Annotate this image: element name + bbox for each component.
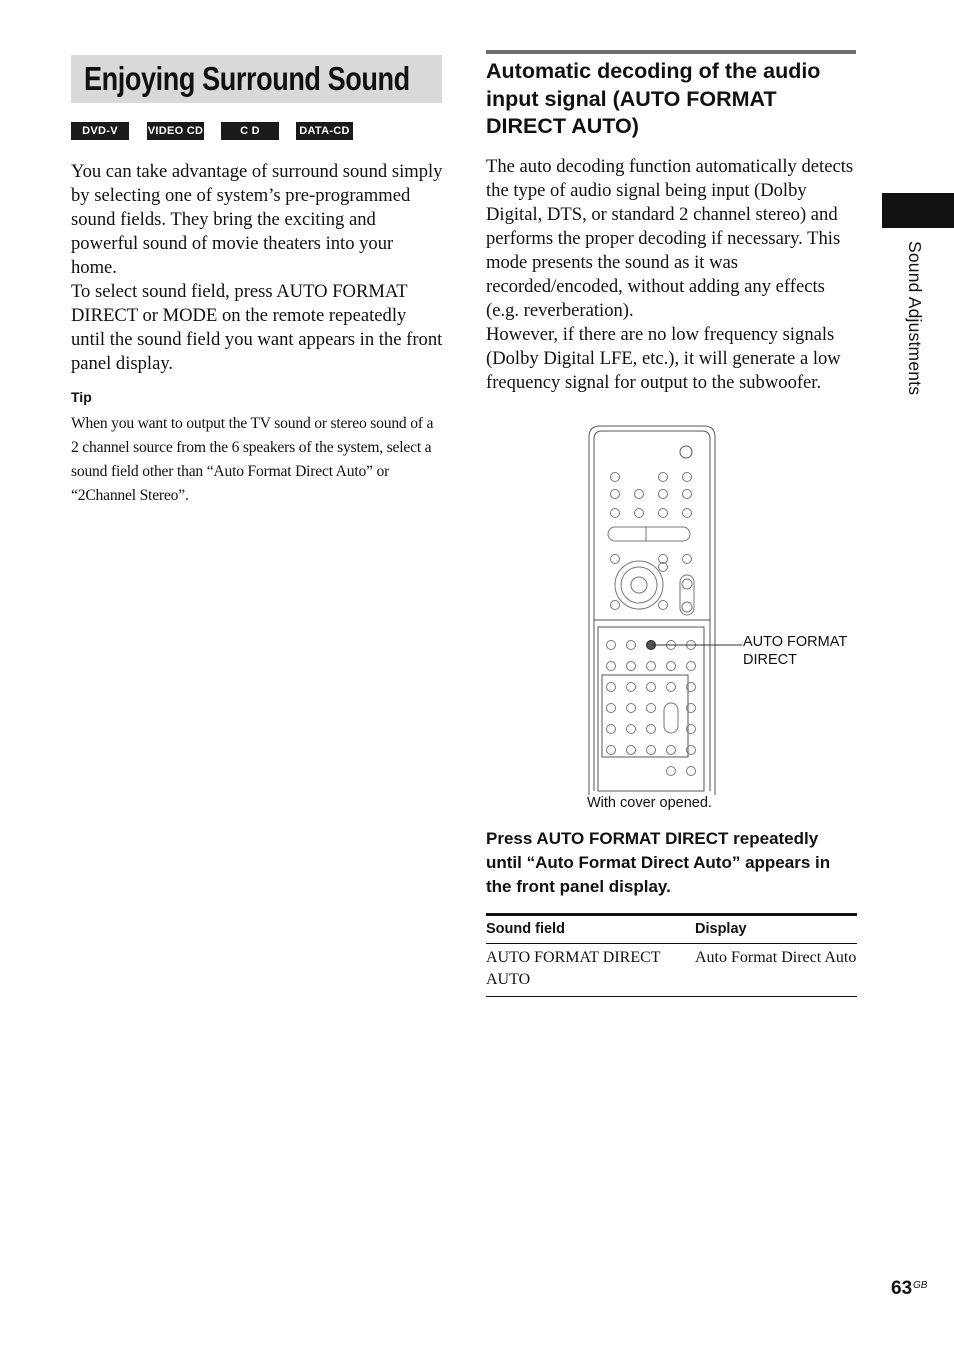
- page-number: 63: [891, 1278, 913, 1299]
- table-bottom-rule: [486, 996, 857, 997]
- section-title: Enjoying Surround Sound: [84, 60, 410, 97]
- remote-control-illustration: [586, 423, 718, 798]
- subsection-heading: Automatic decoding of the audio input signal (AUTO FORMAT DIRECT AUTO): [486, 59, 821, 138]
- badge-cd: C D: [221, 122, 279, 140]
- tip-label: Tip: [71, 389, 92, 405]
- cell-display: Auto Format Direct Auto: [695, 949, 857, 966]
- table-header-row: [486, 916, 857, 943]
- table-row: [486, 944, 857, 996]
- intro-text: [71, 160, 443, 376]
- badge-dvd-v: DVD-V: [71, 122, 129, 140]
- header-display: Display: [695, 921, 747, 937]
- intro-paragraph-2: To select sound field, press AUTO FORMAT DIRECT or MODE on the remote repeatedly until the sound field you want appears in the front panel display.: [71, 281, 443, 374]
- callout-line: [718, 644, 742, 646]
- header-sound-field: Sound field: [486, 921, 565, 937]
- cell-sound-field: AUTO FORMAT DIRECT AUTO: [486, 949, 661, 988]
- section-tab-label: Sound Adjustments: [905, 241, 925, 396]
- badge-video-cd: VIDEO CD: [147, 122, 204, 140]
- description-text: [486, 155, 858, 395]
- callout-line-2: DIRECT: [743, 652, 797, 668]
- auto-format-direct-callout: [743, 633, 847, 669]
- intro-paragraph-1: You can take advantage of surround sound simply by selecting one of system’s pre-programmed sound fields. They bring the exciting and powerful sound of movie theaters into your home.: [71, 161, 443, 278]
- instruction-step: Press AUTO FORMAT DIRECT repeatedly until “Auto Format Direct Auto” appears in the front panel display.: [486, 829, 831, 896]
- callout-line-1: AUTO FORMAT: [743, 634, 848, 650]
- description-paragraph-2: However, if there are no low frequency signals (Dolby Digital LFE, etc.), it will generate a low frequency signal for output to the subwoofer.: [486, 324, 841, 393]
- description-paragraph-1: The auto decoding function automatically detects the type of audio signal being input (Dolby Digital, DTS, or standard 2 channel stereo) and performs the proper decoding if necessary. This mode presents the sound as it was recorded/encoded, without adding any effects (e.g. reverberation).: [486, 156, 854, 321]
- page-number-suffix: GB: [913, 1280, 928, 1291]
- sound-field-table: [486, 913, 857, 997]
- section-title-box: [71, 55, 442, 103]
- tip-text: When you want to output the TV sound or stereo sound of a 2 channel source from the 6 speakers of the system, select a sound field other than “Auto Format Direct Auto” or “2Channel Stereo”.: [71, 415, 434, 504]
- badge-data-cd: DATA-CD: [296, 122, 353, 140]
- heading-rule: [486, 50, 856, 54]
- section-tab-marker: [882, 193, 954, 228]
- figure-caption: With cover opened.: [587, 795, 712, 811]
